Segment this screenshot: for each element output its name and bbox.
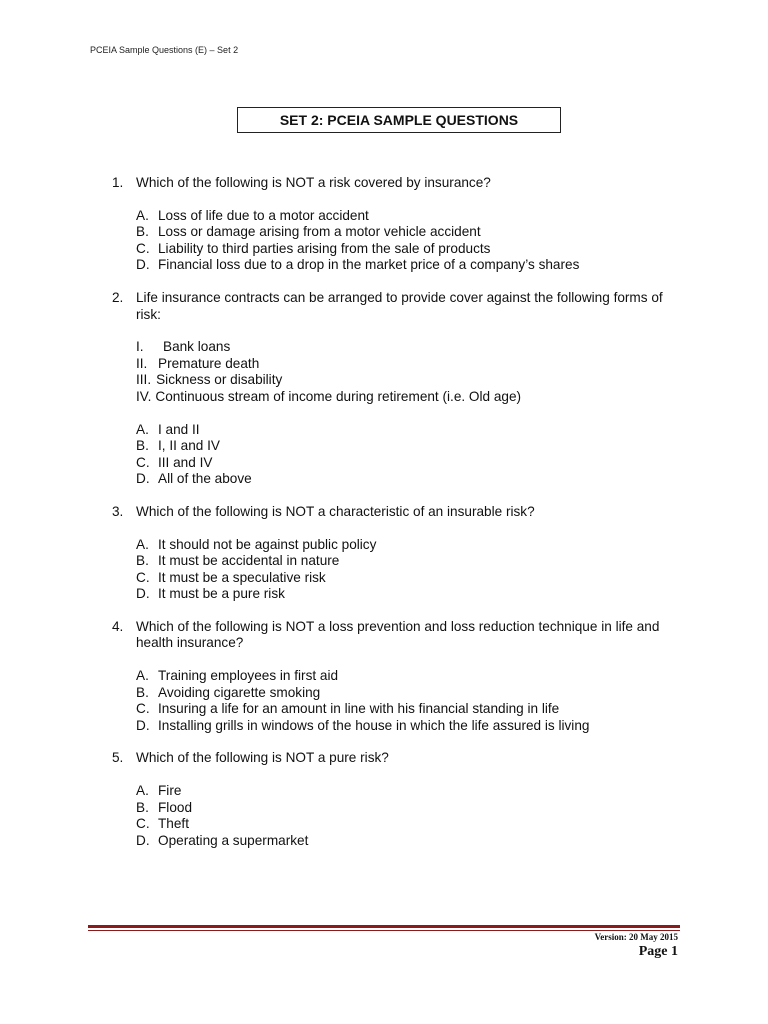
option-letter: D. bbox=[136, 586, 150, 602]
statement-list bbox=[136, 339, 682, 405]
question-4 bbox=[112, 619, 682, 735]
option-d bbox=[136, 257, 682, 274]
question-number: 3. bbox=[112, 503, 124, 519]
option-letter: C. bbox=[136, 454, 150, 470]
option-d bbox=[136, 586, 682, 603]
version-label: Version: 20 May 2015 bbox=[594, 932, 678, 942]
option-letter: D. bbox=[136, 257, 150, 273]
statement-number: II. bbox=[136, 355, 148, 371]
option-list bbox=[136, 422, 682, 488]
statement-iii bbox=[136, 372, 682, 389]
page-number: Page 1 bbox=[638, 944, 678, 959]
option-text: All of the above bbox=[158, 471, 252, 487]
option-a bbox=[136, 422, 682, 439]
option-a bbox=[136, 783, 682, 800]
option-b bbox=[136, 800, 682, 817]
option-text: Operating a supermarket bbox=[158, 832, 309, 848]
option-text: Avoiding cigarette smoking bbox=[158, 684, 321, 700]
option-letter: B. bbox=[136, 224, 149, 240]
option-letter: D. bbox=[136, 471, 150, 487]
option-letter: B. bbox=[136, 553, 149, 569]
option-text: It must be a pure risk bbox=[158, 586, 285, 602]
statement-text: Premature death bbox=[158, 355, 260, 371]
question-5 bbox=[112, 750, 682, 849]
option-b bbox=[136, 553, 682, 570]
question-number: 2. bbox=[112, 289, 124, 305]
option-text: It should not be against public policy bbox=[158, 536, 377, 552]
running-header: PCEIA Sample Questions (E) – Set 2 bbox=[90, 45, 239, 55]
question-number: 4. bbox=[112, 618, 124, 634]
option-text: III and IV bbox=[158, 454, 213, 470]
option-d bbox=[136, 718, 682, 735]
option-letter: A. bbox=[136, 536, 149, 552]
question-text: Which of the following is NOT a characteristic of an insurable risk? bbox=[136, 503, 535, 519]
statement-text: Continuous stream of income during retirement (i.e. Old age) bbox=[155, 388, 522, 404]
option-text: Flood bbox=[158, 799, 193, 815]
option-text: Liability to third parties arising from the sale of products bbox=[158, 240, 491, 256]
option-text: Installing grills in windows of the house in which the life assured is living bbox=[158, 717, 590, 733]
option-c bbox=[136, 701, 682, 718]
statement-ii bbox=[136, 356, 682, 373]
statement-number: I. bbox=[136, 339, 144, 355]
option-a bbox=[136, 668, 682, 685]
option-letter: C. bbox=[136, 816, 150, 832]
option-letter: C. bbox=[136, 701, 150, 717]
question-number: 5. bbox=[112, 750, 124, 766]
option-text: I and II bbox=[158, 421, 200, 437]
statement-number: III. bbox=[136, 372, 152, 388]
option-a bbox=[136, 537, 682, 554]
option-letter: C. bbox=[136, 569, 150, 585]
question-list bbox=[112, 175, 682, 865]
question-2 bbox=[112, 290, 682, 488]
option-c bbox=[136, 816, 682, 833]
option-c bbox=[136, 570, 682, 587]
option-b bbox=[136, 438, 682, 455]
question-text: Which of the following is NOT a loss prevention and loss reduction technique in life and health insurance? bbox=[136, 618, 660, 651]
option-list bbox=[136, 537, 682, 603]
statement-iv bbox=[136, 389, 682, 406]
option-letter: A. bbox=[136, 421, 149, 437]
option-letter: B. bbox=[136, 799, 149, 815]
option-list bbox=[136, 783, 682, 849]
option-letter: A. bbox=[136, 207, 149, 223]
option-text: Financial loss due to a drop in the market price of a company’s shares bbox=[158, 257, 580, 273]
question-1 bbox=[112, 175, 682, 274]
option-letter: D. bbox=[136, 832, 150, 848]
option-d bbox=[136, 833, 682, 850]
option-letter: D. bbox=[136, 717, 150, 733]
option-text: Theft bbox=[158, 816, 189, 832]
option-text: Loss of life due to a motor accident bbox=[158, 207, 369, 223]
option-text: I, II and IV bbox=[158, 438, 220, 454]
footer-rule bbox=[88, 925, 680, 928]
option-text: It must be accidental in nature bbox=[158, 553, 340, 569]
option-c bbox=[136, 241, 682, 258]
option-letter: A. bbox=[136, 783, 149, 799]
footer-rule-thin bbox=[88, 930, 680, 931]
option-letter: B. bbox=[136, 684, 149, 700]
option-letter: C. bbox=[136, 240, 150, 256]
question-3 bbox=[112, 504, 682, 603]
question-number: 1. bbox=[112, 175, 124, 190]
option-text: Insuring a life for an amount in line with his financial standing in life bbox=[158, 701, 560, 717]
option-text: Training employees in first aid bbox=[158, 668, 339, 684]
option-text: Fire bbox=[158, 783, 182, 799]
option-a bbox=[136, 208, 682, 225]
option-letter: A. bbox=[136, 668, 149, 684]
page-title: SET 2: PCEIA SAMPLE QUESTIONS bbox=[237, 107, 561, 133]
statement-text: Sickness or disability bbox=[156, 372, 283, 388]
option-list bbox=[136, 668, 682, 734]
question-text: Life insurance contracts can be arranged to provide cover against the following forms of risk: bbox=[136, 289, 663, 322]
option-b bbox=[136, 224, 682, 241]
option-list bbox=[136, 208, 682, 274]
statement-i bbox=[136, 339, 682, 356]
statement-number: IV. bbox=[136, 388, 152, 404]
statement-text: Bank loans bbox=[163, 339, 231, 355]
question-text: Which of the following is NOT a risk covered by insurance? bbox=[136, 175, 491, 190]
option-c bbox=[136, 455, 682, 472]
option-d bbox=[136, 471, 682, 488]
option-letter: B. bbox=[136, 438, 149, 454]
option-b bbox=[136, 685, 682, 702]
option-text: Loss or damage arising from a motor vehicle accident bbox=[158, 224, 481, 240]
option-text: It must be a speculative risk bbox=[158, 569, 326, 585]
question-text: Which of the following is NOT a pure risk? bbox=[136, 750, 389, 766]
